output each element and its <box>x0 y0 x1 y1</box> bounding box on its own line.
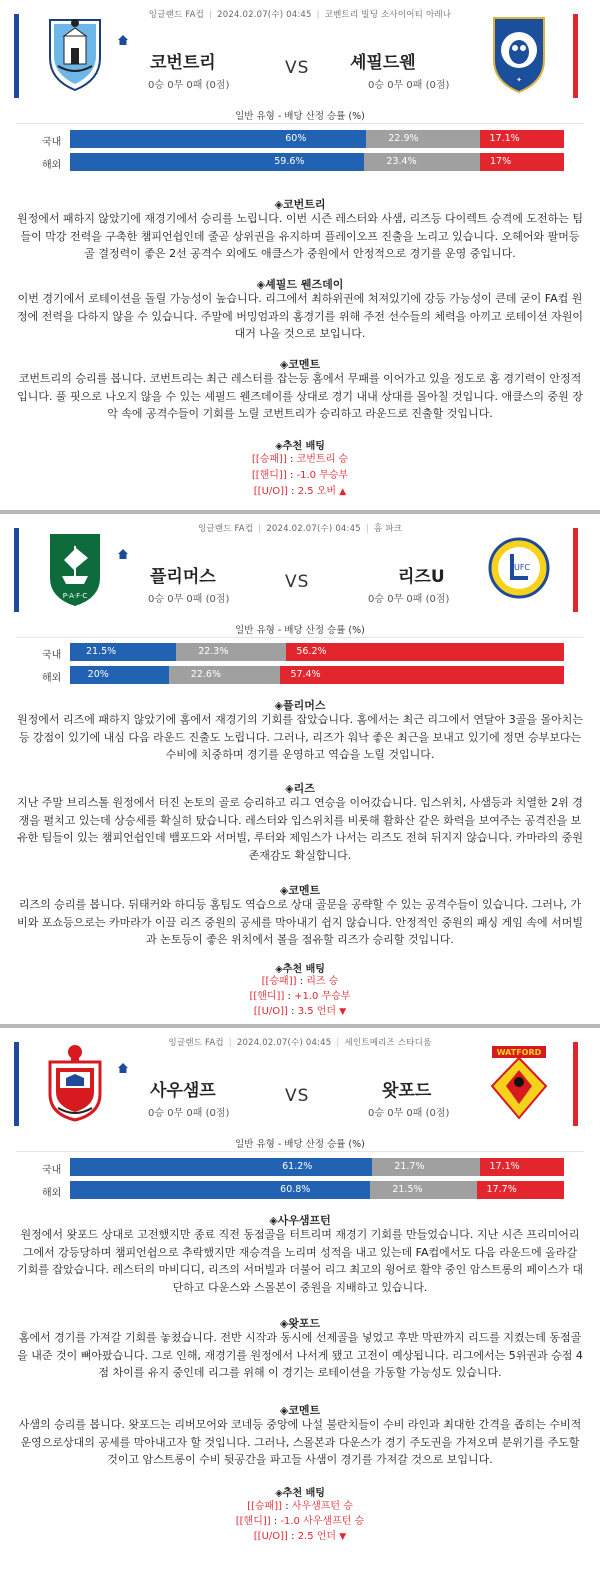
vs-label: VS <box>285 572 310 592</box>
odds-row-label: 해외 <box>42 1188 62 1199</box>
vs-label: VS <box>285 58 310 78</box>
away-team-name: 리즈U <box>398 567 445 587</box>
tip-value: 2.5 언더 <box>297 1531 337 1542</box>
section-text: 원정에서 패하지 않았기에 재경기에서 승리를 노립니다. 이번 시즌 레스터와 사샘, 리즈등 다이렉트 승격에 도전하는 팀들이 막강 전력을 구축한 챔피언쉽인데 줄곧 상위권을 유지하며 플레이오프 진출을 노리고 있습니다. 오헤어와 팔머등 골 결정력이 좋은 2선 공격수 외에도 애클스가 중원에서 안정적으로 경기를 운영 중입니다. <box>17 212 583 260</box>
tip-key: [[승패]] <box>261 976 297 987</box>
match-datetime: 2024.02.07(수) 04:45 <box>236 1038 332 1048</box>
section-title: ◈코멘트 <box>279 884 321 897</box>
tip-value: 3.5 언더 <box>297 1006 337 1017</box>
away-stripe <box>573 528 578 612</box>
southampton-crest-icon <box>44 1042 106 1122</box>
vs-label: VS <box>285 1086 310 1106</box>
coventry-crest-icon <box>44 14 106 94</box>
home-team-record: 0승 0무 0패 (0점) <box>148 594 230 605</box>
tip-key: [[핸디]] <box>251 470 287 481</box>
tip-key: [[핸디]] <box>249 991 285 1002</box>
svg-text:P·A·F·C: P·A·F·C <box>62 592 88 600</box>
match-datetime: 2024.02.07(수) 04:45 <box>266 524 361 534</box>
tip-line: [[핸디]] : -1.0 사우샘프턴 승 <box>235 1516 365 1527</box>
section-title: ◈코멘트 <box>279 358 321 371</box>
lose-value: 17.1% <box>489 1161 520 1172</box>
win-value: 21.5% <box>86 646 117 657</box>
home-stripe <box>14 1042 19 1126</box>
win-segment <box>70 1158 372 1176</box>
lose-value: 17.7% <box>486 1184 517 1195</box>
match-meta: 잉글랜드 FA컵 | 2024.02.07(수) 04:45 | 코벤트리 빌딩 소사이어티 아레나 <box>148 10 452 20</box>
win-segment <box>70 153 364 171</box>
home-team-name: 사우샘프 <box>150 1081 216 1101</box>
odds-row-label: 해외 <box>42 673 62 684</box>
svg-text:✦: ✦ <box>516 76 522 84</box>
tip-line: [[U/O]] : 2.5 언더 ▼ <box>253 1531 347 1542</box>
win-segment <box>70 1181 370 1199</box>
home-team-name: 플리머스 <box>150 567 216 587</box>
section-title: ◈코멘트 <box>279 1404 321 1417</box>
tip-key: [[핸디]] <box>235 1516 271 1527</box>
odds-row-overseas <box>16 153 584 171</box>
section-title: ◈코번트리 <box>274 198 326 211</box>
lose-segment <box>286 643 564 661</box>
odds-row-label: 국내 <box>42 137 62 148</box>
section-title: ◈플리머스 <box>274 699 326 712</box>
away-team-record: 0승 0무 0패 (0점) <box>368 1108 450 1119</box>
divider <box>16 1151 584 1152</box>
odds-bar <box>70 666 564 684</box>
section-text: 리즈의 승리를 봅니다. 뒤태커와 하디등 홈팀도 역습으로 상대 골문을 공략할 수 있는 공격수들이 있습니다. 그러나, 가비와 포쇼등으로는 카마라가 이끌 리즈 중원의 공세를 막아내기 쉽지 않습니다. 안정적인 중원의 패싱 게임 속에 서머빌과 논토등이 좋은 위치에서 볼을 점유할 리즈가 승리할 것입니다. <box>17 898 583 946</box>
tip-line: [[U/O]] : 2.5 오버 ▲ <box>253 486 347 497</box>
venue: 세인트메리즈 스타디움 <box>344 1038 432 1048</box>
odds-row-domestic <box>16 1158 584 1176</box>
odds-bar <box>70 1158 564 1176</box>
divider <box>16 123 584 124</box>
league-name: 잉글랜드 FA컵 <box>197 524 254 534</box>
tip-line: [[핸디]] : +1.0 무승부 <box>249 991 351 1002</box>
tip-value: +1.0 무승부 <box>294 991 351 1002</box>
tips-title: ◈추천 배팅 <box>275 441 325 452</box>
league-name: 잉글랜드 FA컵 <box>168 1038 224 1048</box>
section-text: 지난 주말 브리스톨 원정에서 터진 논토의 골로 승리하고 리그 연승을 이어갔습니다. 입스위치, 사샘등과 치열한 2위 경쟁을 펼치고 있는데 상승세를 확실히 탔습니다. 레스터와 입스위치를 비롯해 활화산 같은 화력을 보여주는 공격진을 보유한 팀들이 있는 챔피언쉽인데 뱀포드와 서머빌, 루터와 제임스가 나서는 리즈도 전혀 뒤지지 않습니다. 카마라의 중원 존재감도 확실합니다. <box>17 796 583 862</box>
win-segment <box>70 666 169 684</box>
down-arrow-icon: ▼ <box>339 1007 347 1017</box>
win-segment <box>70 643 176 661</box>
odds-bar <box>70 130 564 148</box>
tip-value: 리즈 승 <box>306 976 339 987</box>
draw-segment <box>169 666 281 684</box>
draw-value: 21.7% <box>394 1161 425 1172</box>
match-card-1 <box>0 0 600 510</box>
tip-value: 2.5 오버 <box>297 486 337 497</box>
tip-line: [[U/O]] : 3.5 언더 ▼ <box>253 1006 347 1017</box>
tip-line: [[핸디]] : -1.0 무승부 <box>251 470 349 481</box>
tip-key: [[U/O]] <box>253 1006 288 1017</box>
win-value: 20% <box>87 669 109 680</box>
home-stripe <box>14 528 19 612</box>
away-stripe <box>573 1042 578 1126</box>
match-datetime: 2024.02.07(수) 04:45 <box>217 10 312 20</box>
odds-title: 일반 유형 - 배당 산정 승률 (%) <box>235 1139 365 1150</box>
lose-segment <box>480 130 564 148</box>
draw-segment <box>372 1158 479 1176</box>
away-team-record: 0승 0무 0패 (0점) <box>368 594 450 605</box>
tip-value: 코번트리 승 <box>296 454 349 465</box>
odds-row-overseas <box>16 1181 584 1199</box>
odds-row-label: 국내 <box>42 1165 62 1176</box>
odds-row-label: 국내 <box>42 650 62 661</box>
odds-title: 일반 유형 - 배당 산정 승률 (%) <box>235 625 365 636</box>
match-card-2 <box>0 514 600 1024</box>
section-text: 원정에서 리즈에 패하지 않았기에 홈에서 재경기의 기회를 잡았습니다. 홈에서는 최근 리그에서 연달아 3골을 몰아치는등 강점이 있기에 내심 다음 라운드 진출도 노립니다. 그러나, 리즈가 워낙 좋은 최근을 보내고 있기에 정면 승부보다는 수비에 치중하며 경기를 운영하고 역습을 노릴 것입니다. <box>17 713 583 761</box>
section-title: ◈왓포드 <box>279 1317 321 1330</box>
svg-text:UFC: UFC <box>513 563 531 572</box>
win-value: 60% <box>285 133 307 144</box>
home-team-record: 0승 0무 0패 (0점) <box>148 1108 230 1119</box>
section-text: 원정에서 왓포드 상대로 고전했지만 종료 직전 동점골을 터트리며 재경기 기회를 만들었습니다. 지난 시즌 프리미어리그에서 강등당하며 챔피언쉽으로 추락했지만 재승격을 노리며 성적을 내고 있는데 FA컵에서도 다음 라운드에 올라갈 기회를 잡았습니다. 레스터의 마비디디, 리즈의 서머빌과 더불어 리그 최고의 윙어로 활약 중인 암스트롱의 페이스가 대단하고 다운스와 스몰본이 중원을 지배하고 있습니다. <box>17 1228 583 1294</box>
lose-value: 57.4% <box>290 669 321 680</box>
home-icon <box>118 1063 128 1073</box>
venue: 홈 파크 <box>373 524 403 534</box>
tip-line: [[승패]] : 사우샘프턴 승 <box>247 1501 353 1512</box>
lose-value: 17.1% <box>489 133 520 144</box>
section-text: 코번트리의 승리를 봅니다. 코번트리는 최근 레스터를 잡는등 홈에서 무패를 이어가고 있을 정도로 홈 경기력이 안정적입니다. 풀 핏으로 나오지 않을 수 있는 셰필드 웬즈데이를 상대로 경기 내내 상대를 몰아칠 것입니다. 애클스의 중원 장악 속에 공격수들이 기회를 노릴 코번트리가 승리하고 라운드로 진출할 것입니다. <box>17 372 583 420</box>
home-icon <box>118 35 128 45</box>
divider <box>16 637 584 638</box>
lose-segment <box>480 1158 564 1176</box>
venue: 코벤트리 빌딩 소사이어티 아레나 <box>324 10 452 20</box>
odds-row-overseas <box>16 666 584 684</box>
section-title: ◈리즈 <box>285 782 315 795</box>
away-team-record: 0승 0무 0패 (0점) <box>368 80 450 91</box>
section-text: 이번 경기에서 로테이션을 돌릴 가능성이 높습니다. 리그에서 최하위권에 쳐져있기에 강등 가능성이 큰데 굳이 FA컵 원정에 전력을 다하지 않을 수 있습니다. 주말에 버밍엄과의 홈경기를 위해 주전 선수들의 체력을 아끼고 로테이션 자원이 대거 나올 것으로 보입니다. <box>17 292 583 340</box>
draw-value: 21.5% <box>392 1184 423 1195</box>
section-text: 홈에서 경기를 가져갈 기회를 놓쳤습니다. 전반 시작과 동시에 선제골을 넣었고 후반 막판까지 리드를 지켰는데 동점골을 내준 것이 뼈아팠습니다. 그로 인해, 재경기를 원정에서 나서게 됐고 고전이 예상됩니다. 리그에서는 5위권과 승점 4점 차이를 유지 중인데 리그를 위해 이 경기는 로테이션을 가동할 가능성도 있습니다. <box>17 1331 583 1379</box>
sheffield-wednesday-crest-icon <box>488 14 550 94</box>
up-arrow-icon: ▲ <box>339 487 347 497</box>
svg-text:WATFORD: WATFORD <box>496 1048 542 1057</box>
home-icon <box>118 549 128 559</box>
odds-bar <box>70 153 564 171</box>
win-value: 59.6% <box>274 156 305 167</box>
draw-segment <box>364 153 480 171</box>
draw-value: 22.6% <box>190 669 221 680</box>
section-text: 사샘의 승리를 봅니다. 왓포드는 리버모어와 코네등 중앙에 나설 불란치들이 수비 라인과 최대한 간격을 좁히는 수비적 운영으로상대의 공세를 막아내고자 할 것입니다. 그러나, 스몰본과 다운스가 경기 주도권을 가져오며 분위기를 주도할 것이고 암스트롱이 수비 뒷공간을 파고들 사샘이 경기를 가져갈 것으로 보입니다. <box>18 1418 582 1466</box>
tip-value: -1.0 사우샘프턴 승 <box>280 1516 365 1527</box>
draw-segment <box>176 643 286 661</box>
odds-bar <box>70 643 564 661</box>
lose-value: 17% <box>490 156 512 167</box>
tip-key: [[승패]] <box>247 1501 283 1512</box>
draw-value: 22.3% <box>198 646 229 657</box>
odds-row-domestic <box>16 130 584 148</box>
home-team-record: 0승 0무 0패 (0점) <box>148 80 230 91</box>
tip-key: [[승패]] <box>251 454 287 465</box>
draw-value: 23.4% <box>386 156 417 167</box>
league-name: 잉글랜드 FA컵 <box>148 10 205 20</box>
section-title: ◈사우샘프턴 <box>269 1214 331 1227</box>
win-value: 61.2% <box>282 1161 313 1172</box>
away-team-name: 셰필드웬 <box>350 53 416 73</box>
odds-title: 일반 유형 - 배당 산정 승률 (%) <box>235 111 365 122</box>
tips-title: ◈추천 배팅 <box>275 1488 325 1499</box>
lose-segment <box>480 153 564 171</box>
lose-segment <box>280 666 564 684</box>
match-meta: 잉글랜드 FA컵 | 2024.02.07(수) 04:45 | 홈 파크 <box>197 524 403 534</box>
tips-title: ◈추천 배팅 <box>275 964 325 975</box>
tip-value: 사우샘프턴 승 <box>291 1501 353 1512</box>
section-title: ◈셰필드 웬즈데이 <box>256 278 344 291</box>
leeds-crest-icon <box>488 528 550 608</box>
win-value: 60.8% <box>280 1184 311 1195</box>
lose-value: 56.2% <box>296 646 327 657</box>
lose-segment <box>477 1181 564 1199</box>
draw-segment <box>370 1181 476 1199</box>
match-meta: 잉글랜드 FA컵 | 2024.02.07(수) 04:45 | 세인트메리즈 스타디움 <box>168 1038 432 1048</box>
odds-bar <box>70 1181 564 1199</box>
down-arrow-icon: ▼ <box>339 1532 347 1542</box>
away-team-name: 왓포드 <box>382 1081 432 1101</box>
tip-line: [[승패]] : 리즈 승 <box>261 976 339 987</box>
plymouth-crest-icon <box>44 528 106 608</box>
tip-key: [[U/O]] <box>253 486 288 497</box>
tip-line: [[승패]] : 코번트리 승 <box>251 454 349 465</box>
home-team-name: 코번트리 <box>150 53 216 73</box>
draw-value: 22.9% <box>388 133 419 144</box>
tip-key: [[U/O]] <box>253 1531 288 1542</box>
tip-value: -1.0 무승부 <box>296 470 349 481</box>
away-stripe <box>573 14 578 98</box>
odds-row-domestic <box>16 643 584 661</box>
win-segment <box>70 130 366 148</box>
odds-row-label: 해외 <box>42 160 62 171</box>
watford-crest-icon <box>488 1042 550 1122</box>
draw-segment <box>366 130 479 148</box>
home-stripe <box>14 14 19 98</box>
match-card-3 <box>0 1028 600 1590</box>
